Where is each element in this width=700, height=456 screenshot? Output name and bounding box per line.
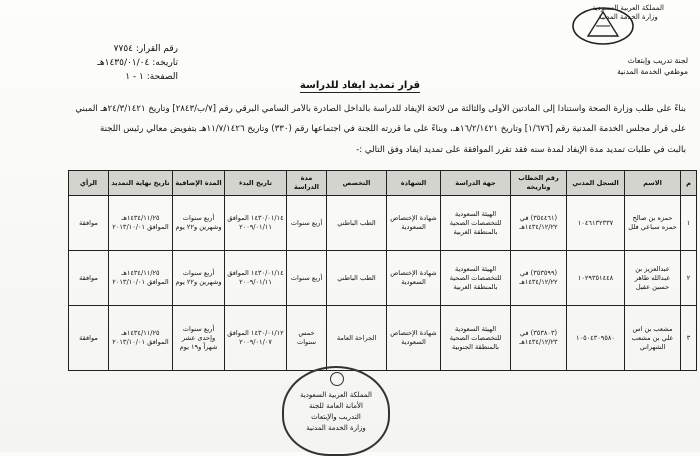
cell-start: ١٤٣٠/٠١/١٤ الموافق ٢٠٠٩/٠١/١١	[225, 251, 287, 306]
cell-extension: أربع سنوات وإحدى عشر شهراً و١٩ يوم	[173, 306, 225, 371]
cell-certificate: شهادة الإختصاص السعودية	[387, 306, 441, 371]
header-institute: جهة الدراسة	[441, 171, 511, 196]
cell-no: ٣	[681, 306, 697, 371]
header-opinion: الرأي	[69, 171, 109, 196]
header-no: م	[681, 171, 697, 196]
ministry-heading: المملكة العربية السعودية وزارة الخدمة المدنية	[592, 4, 664, 21]
cell-duration: خمس سنوات	[287, 306, 327, 371]
cell-opinion: موافقة	[69, 251, 109, 306]
cell-end-date: ١٤٣٤/١١/٢٥هـ الموافق ٢٠١٣/١٠/٠١	[109, 196, 173, 251]
cell-letter: (٣٥٣٥٩٩) في ١٤٣٤/١٢/٢٢هـ	[511, 251, 567, 306]
table-row	[69, 196, 697, 251]
cell-certificate: شهادة الإختصاص السعودية	[387, 251, 441, 306]
header-letter: رقم الخطاب وتاريخه	[511, 171, 567, 196]
cell-letter: (٣٥٣٨٠٣) في ١٤٣٤/١٢/٢٣هـ	[511, 306, 567, 371]
header-civil-id: السجل المدني	[567, 171, 625, 196]
stamp-line: وزارة الخدمة المدنية	[306, 424, 366, 432]
header-specialty: التخصص	[327, 171, 387, 196]
paragraph-line-1: بناءً على طلب وزارة الصحة واستناداً إلى المادتين الأولى والثالثة من لائحة الإيفاد للدراسة بالداخل الصادرة بالأمر السامي البرقي رقم [٧/ب/٢٨٤٣] وتاريخ ٢٤/٣/١٤٢١هـ المبني	[75, 104, 686, 114]
cell-end-date: ١٤٣٤/١١/٢٥هـ الموافق ٢٠١٣/١٠/٠١	[109, 306, 173, 371]
ministry-logo-icon	[570, 4, 636, 48]
cell-name: عبدالعزيز بن عبدالله طاهر حسين عقيل	[625, 251, 681, 306]
cell-opinion: موافقة	[69, 196, 109, 251]
cell-institute: الهيئة السعودية للتخصصات الصحية بالمنطقة الجنوبية	[441, 306, 511, 371]
cell-specialty: الطب الباطني	[327, 251, 387, 306]
cell-duration: أربع سنوات	[287, 196, 327, 251]
cell-letter: (٣٥٤٤٦١) في ١٤٣٤/١٢/٢٢هـ	[511, 196, 567, 251]
cell-specialty: الطب الباطني	[327, 196, 387, 251]
org-line-2: موظفي الخدمة المدنية	[617, 67, 688, 76]
cell-no: ١	[681, 196, 697, 251]
cell-extension: أربع سنوات وشهرين و٢٢ يوم	[173, 251, 225, 306]
cell-end-date: ١٤٣٤/١١/٢٥هـ الموافق ٢٠١٣/١٠/٠١	[109, 251, 173, 306]
decision-info	[28, 42, 178, 84]
cell-name: حمزه بن صالح حمزه سباعي فلل	[625, 196, 681, 251]
cell-start: ١٤٣٠/٠١/١٤ الموافق ٢٠٠٩/٠١/١١	[225, 196, 287, 251]
table-row	[69, 306, 697, 371]
paragraph-line-2: على قرار مجلس الخدمة المدنية رقم [١/٦٧٦] وتاريخ ١٦/٢/١٤٢١هـ، وبناءً على ما قررته اللجنة في اجتماعها رقم (٣٣٠) وتاريخ ١١/٧/١٤٢٦هـ بتفويض معالي رئيس اللجنة	[99, 124, 686, 134]
header-duration: مدة الدراسة	[287, 171, 327, 196]
header-extension: المدة الإضافية	[173, 171, 225, 196]
cell-duration: أربع سنوات	[287, 251, 327, 306]
cell-civil-id: ١٠٥٠٤٣٠٩٥٨٠	[567, 306, 625, 371]
table-row	[69, 251, 697, 306]
cell-certificate: شهادة الإختصاص السعودية	[387, 196, 441, 251]
decision-date: تاريخه: ١٤٣٥/٠١/٠٤هـ	[97, 58, 178, 68]
page-count: الصفحة: ١ - ١	[125, 72, 178, 82]
cell-civil-id: ١٠٢٩٣٥١٤٤٨	[567, 251, 625, 306]
document-title-text: قرار تمديد ايفاد للدراسة	[299, 80, 421, 91]
cell-institute: الهيئة السعودية للتخصصات الصحية بالمنطقة الغربية	[441, 251, 511, 306]
header-end-date: تاريخ نهاية التمديد	[109, 171, 173, 196]
cell-start: ١٤٣٠/٠١/١٢ الموافق ٢٠٠٩/٠١/٠٧	[225, 306, 287, 371]
stamp-line: التدريب والإبتعاث	[311, 413, 361, 421]
cell-name: مشعب بن اس علي بن مشعب الشهراني	[625, 306, 681, 371]
header-start: تاريخ البدء	[225, 171, 287, 196]
cell-civil-id: ١٠٤٦١٣٢٣٣٧	[567, 196, 625, 251]
cell-specialty: الجراحة العامة	[327, 306, 387, 371]
cell-extension: أربع سنوات وشهرين و٢٢ يوم	[173, 196, 225, 251]
stamp-crest-icon	[330, 372, 344, 386]
table-header-row	[69, 171, 697, 196]
cell-opinion: موافقة	[69, 306, 109, 371]
cell-no: ٢	[681, 251, 697, 306]
decision-number: رقم القرار: ٧٧٥٤	[113, 44, 178, 54]
org-line-1: لجنة تدريب وإبتعاث	[627, 56, 688, 65]
extension-table	[68, 170, 697, 371]
cell-institute: الهيئة السعودية للتخصصات الصحية بالمنطقة الغربية	[441, 196, 511, 251]
official-stamp	[282, 366, 390, 456]
stamp-line: المملكة العربية السعودية	[300, 391, 372, 399]
document-title	[280, 80, 440, 91]
paragraph-line-3: بالبت في طلبات تمديد مدة الإيفاد لمدة سنه فقد تقرر الموافقة على تمديد ايفاد وفق التالي :-	[356, 145, 686, 155]
header-certificate: الشهادة	[387, 171, 441, 196]
stamp-line: الأمانة العامة للجنة	[309, 402, 363, 410]
header-name: الاسم	[625, 171, 681, 196]
